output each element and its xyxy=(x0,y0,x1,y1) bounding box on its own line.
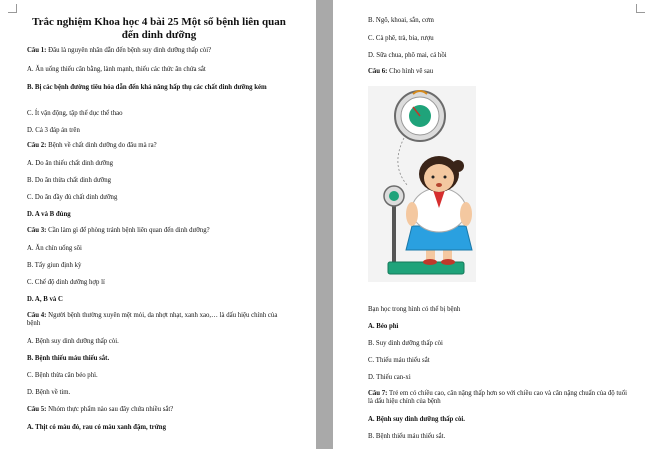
question-7 xyxy=(368,390,630,406)
answer-option-correct: D. A, B và C xyxy=(27,296,63,303)
answer-option: D. Thiếu can-xi xyxy=(368,374,411,381)
question-label: Câu 5: xyxy=(27,406,47,413)
question-label: Câu 6: xyxy=(368,68,388,75)
question-label: Câu 2: xyxy=(27,142,47,149)
question-text: Bệnh về chất dinh dưỡng do đâu mà ra? xyxy=(48,142,157,149)
answer-option-correct: B. Bệnh thiếu máu thiếu sắt. xyxy=(27,355,110,362)
answer-option-correct: A. Bệnh suy dinh dưỡng thấp còi. xyxy=(368,416,465,423)
answer-option: B. Tẩy giun định kỳ xyxy=(27,262,82,269)
question-5 xyxy=(27,406,173,414)
question-text: Trẻ em có chiều cao, cân nặng thấp hơn so với chiều cao và cân nặng chuẩn của độ tuổi là dấu hiệu chính của bệnh xyxy=(368,390,627,405)
page-gap xyxy=(316,0,333,449)
answer-option: C. Bệnh thừa cân béo phì. xyxy=(27,372,98,379)
answer-option: A. Ăn chín uống sôi xyxy=(27,245,82,252)
answer-option-correct: A. Béo phì xyxy=(368,323,399,330)
scale-pole xyxy=(392,198,396,262)
document-title: Trắc nghiệm Khoa học 4 bài 25 Một số bệnh liên quan đến dinh dưỡng xyxy=(32,16,286,41)
scale-dial-large xyxy=(395,91,445,141)
question-text: Đâu là nguyên nhân dẫn đến bệnh suy dinh dưỡng thấp còi? xyxy=(48,47,212,54)
question-6 xyxy=(368,68,433,76)
answer-option: B. Ngô, khoai, sắn, cơm xyxy=(368,17,434,24)
answer-option: C. Cà phê, trà, bia, rượu xyxy=(368,35,434,42)
answer-option: B. Bệnh thiếu máu thiếu sắt. xyxy=(368,433,446,440)
answer-option: C. Ít vận động, tập thể dục thể thao xyxy=(27,110,123,117)
answer-option: B. Do ăn thừa chất dinh dưỡng xyxy=(27,177,112,184)
answer-option: C. Chế độ dinh dưỡng hợp lí xyxy=(27,279,105,286)
answer-option-correct: B. Bị các bệnh đường tiêu hóa dẫn đến khả năng hấp thụ các chất dinh dưỡng kém xyxy=(27,84,267,91)
answer-option: A. Ăn uống thiếu cân bằng, lành mạnh, thiếu các thức ăn chứa sắt xyxy=(27,66,206,73)
scale-dial-small xyxy=(384,186,404,206)
question-3 xyxy=(27,227,210,235)
question-label: Câu 3: xyxy=(27,227,47,234)
document-page-left xyxy=(0,0,316,449)
answer-option: D. Sữa chua, phô mai, cá hồi xyxy=(368,52,447,59)
question-label: Câu 7: xyxy=(368,390,388,397)
answer-option: A. Bệnh suy dinh dưỡng thấp còi. xyxy=(27,338,119,345)
margin-corner-mark xyxy=(8,4,17,13)
answer-option: C. Thiếu máu thiếu sắt xyxy=(368,357,430,364)
figure-caption: Bạn học trong hình có thể bị bệnh xyxy=(368,306,461,313)
answer-option-correct: A. Thịt có màu đỏ, rau có màu xanh đậm, trứng xyxy=(27,424,166,431)
answer-option: D. Cả 3 đáp án trên xyxy=(27,127,80,134)
answer-option: D. Bệnh về tim. xyxy=(27,389,71,396)
answer-option: B. Suy dinh dưỡng thấp còi xyxy=(368,340,443,347)
question-text: Nhóm thực phẩm nào sau đây chứa nhiều sắt? xyxy=(48,406,174,413)
question-text: Cần làm gì để phòng tránh bệnh liên quan đến dinh dưỡng? xyxy=(48,227,210,234)
question-label: Câu 4: xyxy=(27,312,47,319)
question-text: Cho hình vẽ sau xyxy=(389,68,434,75)
question-2 xyxy=(27,142,157,150)
overweight-girl-scale-illustration xyxy=(368,86,476,282)
question-1 xyxy=(27,47,211,55)
question-label: Câu 1: xyxy=(27,47,47,54)
answer-option: A. Do ăn thiếu chất dinh dưỡng xyxy=(27,160,113,167)
question-4 xyxy=(27,312,289,328)
question-text: Người bệnh thường xuyên mệt mỏi, da nhợt nhạt, xanh xao,… là dấu hiệu chính của bệnh xyxy=(27,312,278,327)
answer-option: C. Do ăn đầy đủ chất dinh dưỡng xyxy=(27,194,118,201)
margin-corner-mark xyxy=(636,4,645,13)
answer-option-correct: D. A và B đúng xyxy=(27,211,71,218)
